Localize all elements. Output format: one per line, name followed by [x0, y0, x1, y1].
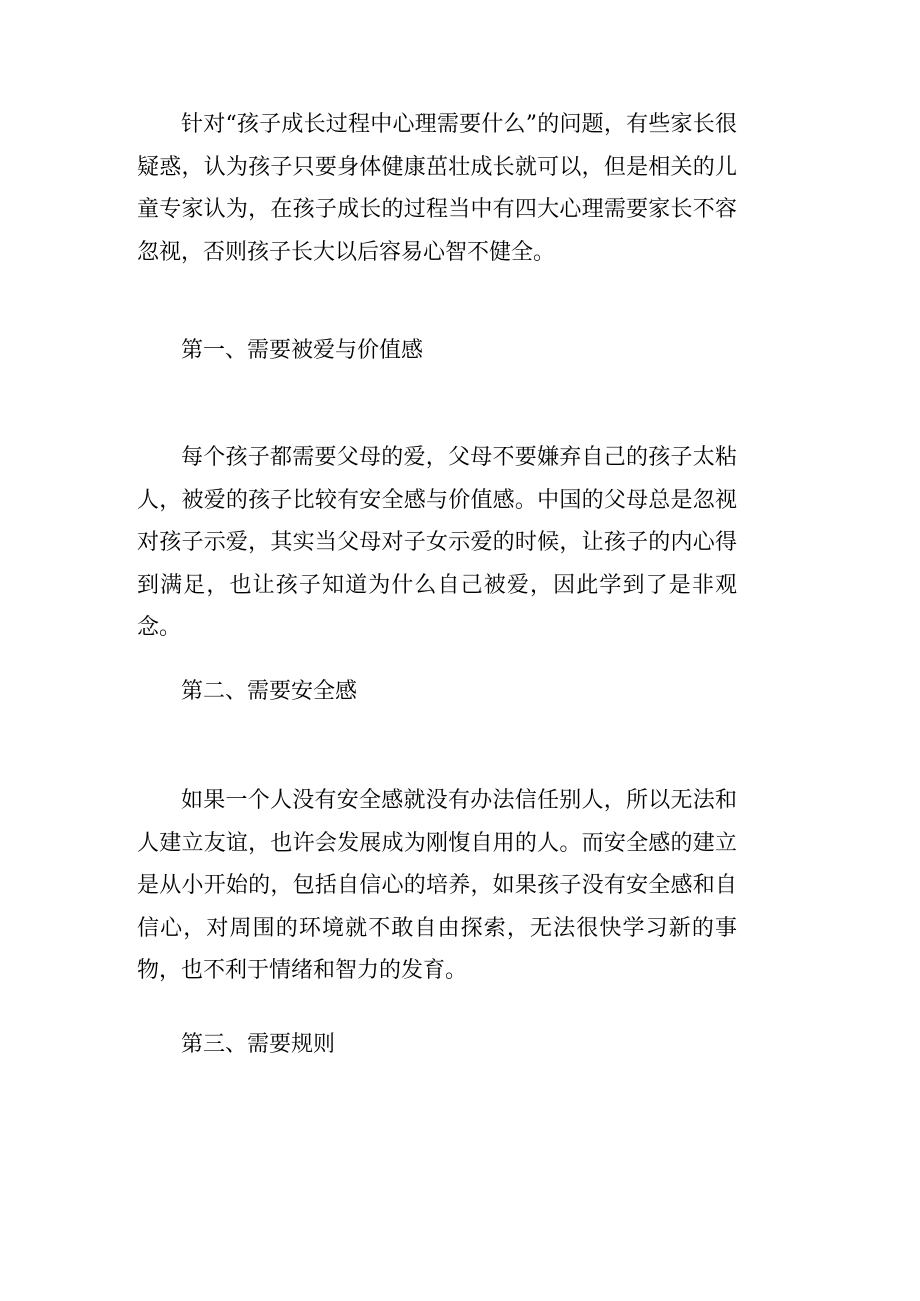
- security-paragraph: 如果一个人没有安全感就没有办法信任别人，所以无法和人建立友谊，也许会发展成为刚愎自用的人。而安全感的建立是从小开始的，包括自信心的培养，如果孩子没有安全感和自信心，对周围的环境就不敢自由探索，无法很快学习新的事物，也不利于情绪和智力的发育。: [137, 788, 737, 984]
- section-heading-love-and-value: 第一、需要被爱与价值感: [181, 338, 424, 363]
- love-and-value-paragraph: 每个孩子都需要父母的爱，父母不要嫌弃自己的孩子太粘人，被爱的孩子比较有安全感与价值感。中国的父母总是忽视对孩子示爱，其实当父母对子女示爱的时候，让孩子的内心得到满足，也让孩子知道为什么自己被爱，因此学到了是非观念。: [137, 445, 737, 641]
- section-heading-security: 第二、需要安全感: [181, 679, 358, 704]
- section-heading-rules: 第三、需要规则: [181, 1032, 336, 1057]
- intro-paragraph: 针对“孩子成长过程中心理需要什么”的问题，有些家长很疑惑，认为孩子只要身体健康茁壮成长就可以，但是相关的儿童专家认为，在孩子成长的过程当中有四大心理需要家长不容忽视，否则孩子长大以后容易心智不健全。: [137, 112, 737, 265]
